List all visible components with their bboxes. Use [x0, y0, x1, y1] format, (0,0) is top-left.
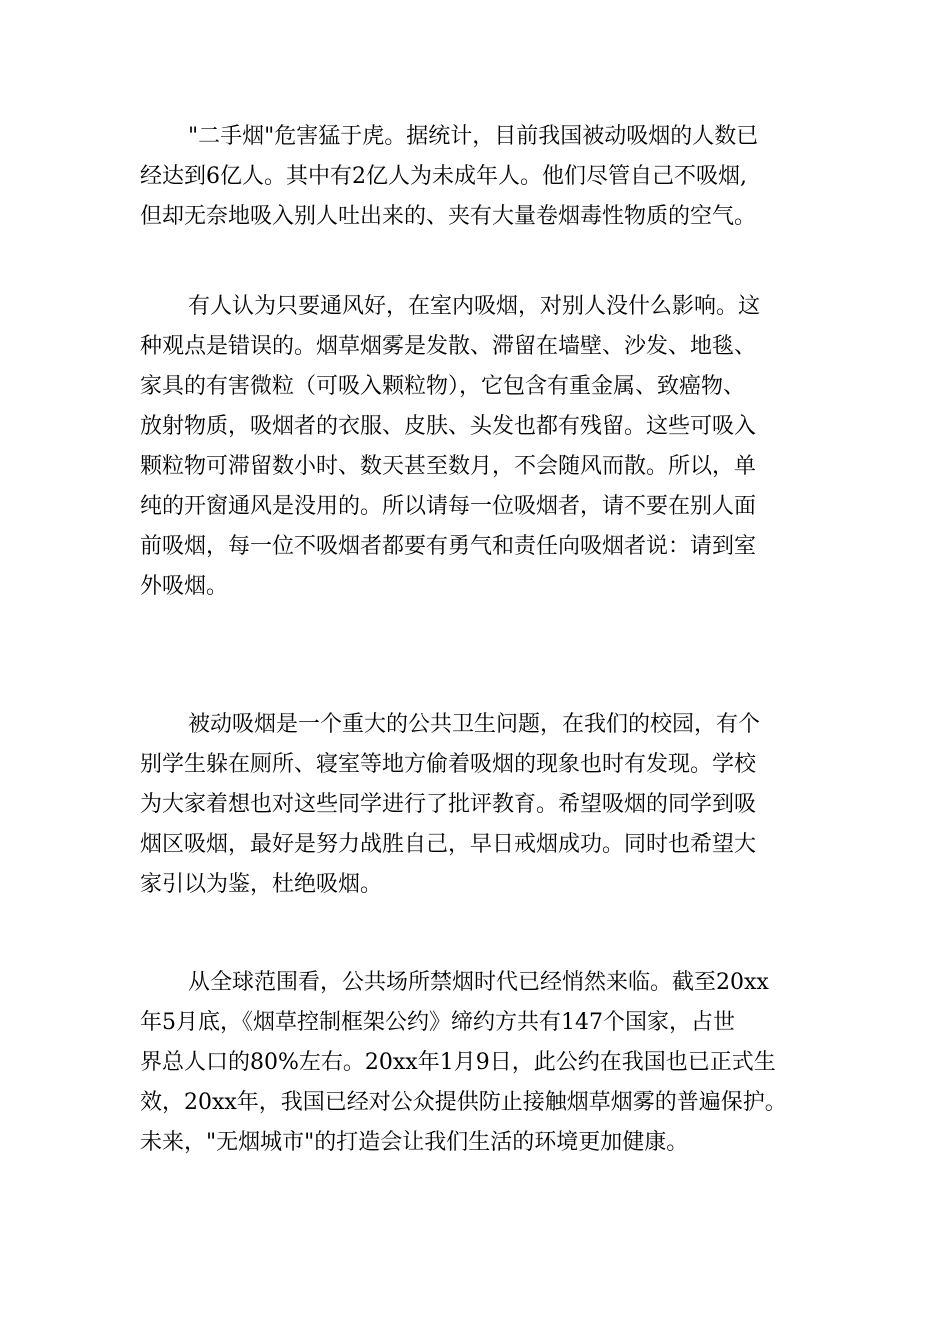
paragraph-line: 家具的有害微粒（可吸入颗粒物），它包含有重金属、致癌物、 [140, 374, 746, 399]
paragraph-line: 颗粒物可滞留数小时、数天甚至数月，不会随风而散。所以，单 [140, 454, 757, 479]
paragraph-line: 年5月底，《烟草控制框架公约》缔约方共有147个国家，占世 [140, 1010, 735, 1035]
paragraph-line: 界总人口的80%左右。20xx年1月9日，此公约在我国也已正式生 [140, 1050, 776, 1075]
paragraph-line: 纯的开窗通风是没用的。所以请每一位吸烟者，请不要在别人面 [140, 494, 757, 519]
paragraph-line: 烟区吸烟，最好是努力战胜自己，早日戒烟成功。同时也希望大 [140, 832, 757, 857]
paragraph-line: 经达到6亿人。其中有2亿人为未成年人。他们尽管自己不吸烟, [140, 164, 747, 189]
paragraph-line: 外吸烟。 [140, 574, 229, 599]
paragraph-line: 未来，"无烟城市"的打造会让我们生活的环境更加健康。 [140, 1130, 689, 1155]
paragraph-line: 从全球范围看，公共场所禁烟时代已经悄然来临。截至20xx [188, 970, 769, 995]
paragraph-line: 种观点是错误的。烟草烟雾是发散、滞留在墙壁、沙发、地毯、 [140, 334, 757, 359]
paragraph-ventilation-myth [140, 287, 830, 607]
paragraph-line: 为大家着想也对这些同学进行了批评教育。希望吸烟的同学到吸 [140, 792, 757, 817]
paragraph-line: 家引以为鉴，杜绝吸烟。 [140, 872, 383, 897]
paragraph-line: 但却无奈地吸入别人吐出来的、夹有大量卷烟毒性物质的空气。 [140, 204, 757, 229]
paragraph-line: 别学生躲在厕所、寝室等地方偷着吸烟的现象也时有发现。学校 [140, 752, 757, 777]
paragraph-line: 放射物质，吸烟者的衣服、皮肤、头发也都有残留。这些可吸入 [140, 414, 757, 439]
paragraph-line: 效，20xx年，我国已经对公众提供防止接触烟草烟雾的普遍保护。 [140, 1090, 787, 1115]
paragraph-global-ban [140, 963, 830, 1163]
paragraph-line: 前吸烟，每一位不吸烟者都要有勇气和责任向吸烟者说：请到室 [140, 534, 757, 559]
paragraph-line: "二手烟"危害猛于虎。据统计，目前我国被动吸烟的人数已 [188, 124, 759, 149]
paragraph-line: 有人认为只要通风好，在室内吸烟，对别人没什么影响。这 [188, 294, 761, 319]
paragraph-line: 被动吸烟是一个重大的公共卫生问题，在我们的校园，有个 [188, 712, 761, 737]
paragraph-secondhand-smoke [140, 117, 830, 237]
paragraph-campus-smoking [140, 705, 830, 905]
